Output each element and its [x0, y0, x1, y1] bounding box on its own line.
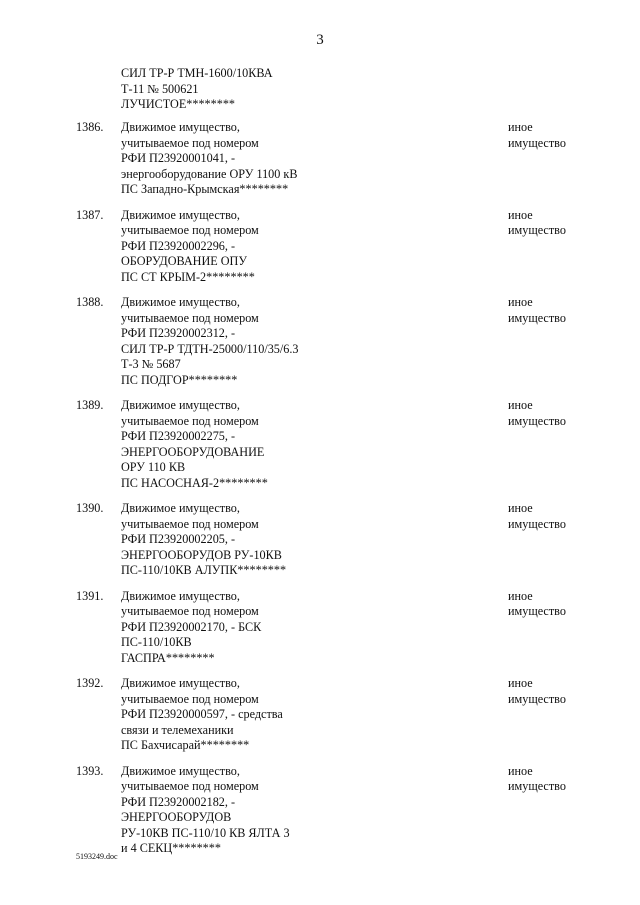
entry-description [121, 208, 421, 286]
property-entry [0, 295, 640, 388]
description-line: ПС НАСОСНАЯ-2******** [121, 475, 268, 490]
description-line: Движимое имущество, [121, 398, 240, 412]
property-type-line: имущество [508, 413, 566, 428]
property-entry [0, 398, 640, 491]
property-type-line: иное [508, 207, 533, 222]
description-line: Движимое имущество, [121, 120, 240, 134]
property-type [508, 501, 598, 532]
entry-description [121, 398, 421, 491]
property-entry [0, 676, 640, 754]
description-line: учитываемое под номером [121, 135, 259, 150]
property-type [508, 764, 598, 795]
description-line: и 4 СЕКЦ******** [121, 841, 221, 855]
property-type [508, 120, 598, 151]
property-type-line: иное [508, 501, 533, 515]
entry-description [121, 295, 421, 388]
property-type-line: иное [508, 120, 533, 134]
description-line: Т-3 № 5687 [121, 357, 181, 371]
description-line: ГАСПРА******** [121, 650, 215, 665]
description-line: Движимое имущество, [121, 501, 240, 515]
property-type-line: имущество [508, 691, 566, 706]
description-line: связи и телемеханики [121, 722, 234, 737]
property-entry [0, 120, 640, 198]
description-line: Движимое имущество, [121, 295, 240, 309]
property-entry [0, 501, 640, 579]
description-line: ПС Западно-Крымская******** [121, 182, 289, 196]
description-line: учитываемое под номером [121, 223, 259, 237]
description-line: ЭНЕРГООБОРУДОВ [121, 810, 232, 824]
property-type [508, 208, 598, 239]
description-line: РФИ П23920000597, - средства [121, 707, 283, 721]
description-line: ЭНЕРГООБОРУДОВАНИЕ [121, 444, 265, 459]
property-entry [0, 208, 640, 286]
property-type-line: имущество [508, 604, 566, 618]
document-filename: 5193249.doc [76, 852, 118, 861]
property-type-line: имущество [508, 223, 566, 237]
entry-number: 1393. [76, 763, 104, 778]
description-line: РФИ П23920002205, - [121, 532, 236, 546]
entry-number: 1392. [76, 676, 104, 690]
description-line: РФИ П23920002275, - [121, 429, 236, 443]
description-line: Движимое имущество, [121, 588, 240, 603]
description-line: РУ-10КВ ПС-110/10 КВ ЯЛТА 3 [121, 825, 290, 840]
description-line: учитываемое под номером [121, 310, 259, 325]
entry-description [121, 501, 421, 579]
description-line: учитываемое под номером [121, 779, 259, 793]
property-type-line: иное [508, 588, 533, 603]
text-line: СИЛ ТР-Р ТМН-1600/10КВА [121, 66, 273, 80]
property-type-line: иное [508, 398, 533, 412]
description-line: Движимое имущество, [121, 763, 240, 778]
property-type [508, 676, 598, 707]
property-type-line: имущество [508, 310, 566, 325]
entry-number: 1386. [76, 120, 104, 134]
description-line: энергооборудование ОРУ 1100 кВ [121, 166, 298, 181]
entry-description [121, 676, 421, 754]
description-line: ОРУ 110 КВ [121, 460, 186, 474]
description-line: РФИ П23920002312, - [121, 326, 236, 340]
property-type-line: иное [508, 676, 533, 690]
property-entry [0, 764, 640, 857]
description-line: ПС-110/10КВ [121, 635, 192, 649]
property-type [508, 295, 598, 326]
entry-number: 1391. [76, 588, 104, 603]
description-line: учитываемое под номером [121, 691, 259, 706]
entry-description [121, 764, 421, 857]
description-line: СИЛ ТР-Р ТДТН-25000/110/35/6.3 [121, 341, 299, 356]
description-line: ЭНЕРГООБОРУДОВ РУ-10КВ [121, 547, 282, 562]
description-line: учитываемое под номером [121, 516, 259, 531]
property-type-line: иное [508, 295, 533, 309]
description-line: ОБОРУДОВАНИЕ ОПУ [121, 254, 247, 268]
entry-number: 1390. [76, 501, 104, 515]
property-list [0, 120, 640, 867]
text-line: Т-11 № 500621 [121, 81, 199, 96]
page-number: 3 [316, 32, 324, 48]
property-entry [0, 589, 640, 667]
continued-entry-text [121, 66, 273, 113]
description-line: ПС СТ КРЫМ-2******** [121, 269, 255, 284]
entry-description [121, 120, 421, 198]
description-line: Движимое имущество, [121, 207, 240, 222]
property-type [508, 589, 598, 620]
property-type-line: имущество [508, 135, 566, 150]
description-line: ПС Бахчисарай******** [121, 738, 250, 752]
entry-number: 1389. [76, 398, 104, 412]
entry-number: 1388. [76, 295, 104, 309]
description-line: ПС-110/10КВ АЛУПК******** [121, 563, 287, 577]
property-type-line: имущество [508, 779, 566, 793]
description-line: учитываемое под номером [121, 413, 259, 428]
property-type-line: имущество [508, 516, 566, 531]
text-line: ЛУЧИСТОЕ******** [121, 97, 236, 111]
description-line: РФИ П23920002170, - БСК [121, 619, 262, 634]
description-line: Движимое имущество, [121, 676, 240, 690]
description-line: РФИ П23920001041, - [121, 151, 236, 165]
description-line: учитываемое под номером [121, 604, 259, 618]
entry-number: 1387. [76, 207, 104, 222]
description-line: РФИ П23920002182, - [121, 794, 236, 809]
property-type [508, 398, 598, 429]
description-line: ПС ПОДГОР******** [121, 372, 238, 387]
description-line: РФИ П23920002296, - [121, 238, 236, 253]
entry-description [121, 589, 421, 667]
property-type-line: иное [508, 763, 533, 778]
